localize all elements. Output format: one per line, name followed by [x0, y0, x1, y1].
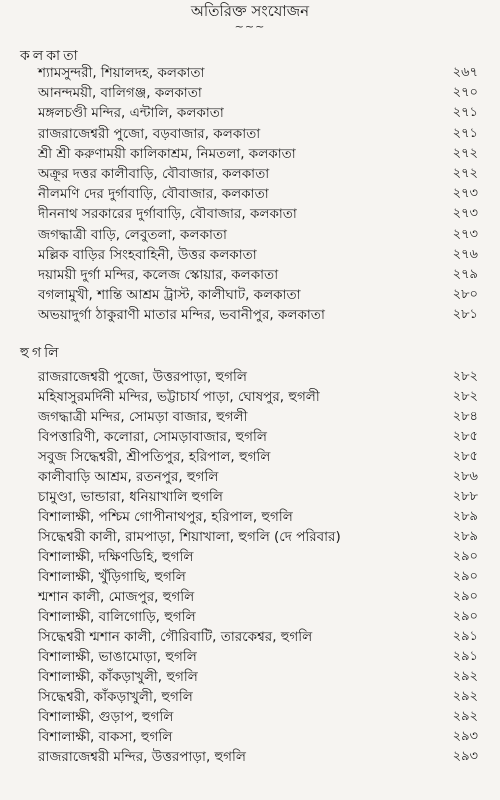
entry-title: মল্লিক বাড়ির সিংহবাহিনী, উত্তর কলকাতা — [38, 246, 257, 263]
entry-title: রাজরাজেশ্বরী পুজো, বড়বাজার, কলকাতা — [38, 125, 261, 142]
toc-entry — [0, 427, 500, 447]
entry-page-number: ২৭৬ — [452, 246, 478, 262]
toc-entry — [0, 305, 500, 325]
entry-title: শ্রী শ্রী করুণাময়ী কালিকাশ্রম, নিমতলা, কলকাতা — [38, 145, 296, 162]
entry-page-number: ২৮৯ — [452, 509, 478, 524]
entry-page-number: ২৭২ — [452, 145, 478, 161]
entry-title: বিশালাক্ষী, পশ্চিম গোপীনাথপুর, হরিপাল, হুগলি — [38, 509, 293, 525]
toc-entry — [0, 687, 500, 707]
toc-entry — [0, 184, 500, 204]
entry-page-number: ২৯৩ — [452, 729, 478, 744]
entry-page-number: ২৯০ — [452, 589, 478, 604]
entry-page-number: ২৯৩ — [452, 749, 478, 764]
entry-page-number: ২৮৫ — [452, 429, 478, 444]
section-title-kolkata: কলকাতা — [20, 48, 81, 64]
entry-title: রাজরাজেশ্বরী মন্দির, উত্তরপাড়া, হুগলি — [38, 749, 246, 765]
entry-page-number: ২৭৩ — [452, 226, 478, 242]
entry-title: দয়াময়ী দুর্গা মন্দির, কলেজ স্কোয়ার, কলকাতা — [38, 266, 279, 283]
entry-title: চামুণ্ডা, ভান্ডারা, ধনিয়াখালি হুগলি — [38, 489, 223, 505]
entry-title: বিশালাক্ষী, বালিগোড়ি, হুগলি — [38, 609, 196, 625]
entry-title: সবুজ সিদ্ধেশ্বরী, শ্রীপতিপুর, হরিপাল, হুগলি — [38, 449, 271, 465]
entry-page-number: ২৮৬ — [452, 469, 478, 484]
page-title: অতিরিক্ত সংযোজন — [190, 2, 310, 20]
entry-list-kolkata — [0, 63, 500, 325]
entry-title: নীলমণি দের দুর্গাবাড়ি, বৌবাজার, কলকাতা — [38, 186, 269, 203]
entry-page-number: ২৮২ — [452, 389, 478, 404]
toc-entry — [0, 225, 500, 245]
toc-entry — [0, 627, 500, 647]
entry-page-number: ২৯০ — [452, 609, 478, 624]
entry-page-number: ২৭২ — [452, 165, 478, 181]
entry-page-number: ২৯২ — [452, 709, 478, 724]
entry-page-number: ২৭০ — [452, 85, 478, 101]
toc-entry — [0, 547, 500, 567]
entry-title: মহিষাসুরমর্দিনী মন্দির, ভট্টাচার্য পাড়া, ঘোষপুর, হুগলী — [38, 389, 320, 405]
entry-title: শ্যামসুন্দরী, শিয়ালদহ, কলকাতা — [38, 65, 205, 81]
toc-entry — [0, 144, 500, 164]
entry-title: সিদ্ধেশ্বরী কালী, রামপাড়া, শিয়াখালা, হুগলি (দে পরিবার) — [38, 529, 341, 545]
entry-page-number: ২৯০ — [452, 549, 478, 564]
toc-entry — [0, 527, 500, 547]
entry-page-number: ২৭১ — [452, 125, 478, 141]
entry-page-number: ২৯০ — [452, 569, 478, 584]
toc-entry — [0, 204, 500, 224]
toc-entry — [0, 467, 500, 487]
toc-entry — [0, 285, 500, 305]
entry-page-number: ২৮২ — [452, 369, 478, 384]
entry-title: আনন্দময়ী, বালিগঞ্জ, কলকাতা — [38, 85, 202, 102]
entry-title: বগলামুখী, শান্তি আশ্রম ট্রাস্ট, কালীঘাট, কলকাতা — [38, 287, 301, 304]
entry-title: সিদ্ধেশ্বরী শ্মশান কালী, গৌরিবাটি, তারকেশ্বর, হুগলি — [38, 629, 313, 645]
entry-title: বিপত্তারিণী, কলোরা, সোমড়াবাজার, হুগলি — [38, 429, 267, 445]
entry-page-number: ২৬৭ — [452, 65, 478, 80]
toc-entry — [0, 707, 500, 727]
toc-entry — [0, 487, 500, 507]
entry-page-number: ২৯১ — [452, 649, 478, 664]
entry-title: বিশালাক্ষী, ভাঙামোড়া, হুগলি — [38, 649, 197, 665]
toc-entry — [0, 164, 500, 184]
entry-title: জগদ্ধাত্রী মন্দির, সোমড়া বাজার, হুগলী — [38, 409, 248, 425]
toc-entry — [0, 587, 500, 607]
entry-title: সিদ্ধেশ্বরী, কাঁকড়াখুলী, হুগলি — [38, 689, 193, 705]
entry-page-number: ২৭৯ — [452, 266, 478, 282]
entry-page-number: ২৯২ — [452, 669, 478, 684]
entry-title: জগদ্ধাত্রী বাড়ি, লেবুতলা, কলকাতা — [38, 226, 227, 243]
toc-entry — [0, 367, 500, 387]
toc-entry — [0, 607, 500, 627]
toc-entry — [0, 747, 500, 767]
entry-page-number: ২৭১ — [452, 105, 478, 121]
toc-entry — [0, 647, 500, 667]
entry-page-number: ২৮৫ — [452, 449, 478, 464]
section-title-hooghly: হুগলি — [20, 345, 62, 361]
entry-title: অভয়াদুর্গা ঠাকুরাণী মাতার মন্দির, ভবানীপুর, কলকাতা — [38, 307, 325, 324]
entry-page-number: ২৮১ — [452, 307, 478, 323]
toc-entry — [0, 727, 500, 747]
toc-entry — [0, 387, 500, 407]
entry-page-number: ২৭৩ — [452, 186, 478, 202]
entry-title: বিশালাক্ষী, গুড়াপ, হুগলি — [38, 709, 174, 725]
entry-page-number: ২৯২ — [452, 689, 478, 704]
toc-entry — [0, 83, 500, 103]
entry-title: শ্মশান কালী, মোজপুর, হুগলি — [38, 589, 195, 605]
title-ornament: ~~~ — [234, 20, 266, 33]
entry-title: দীননাথ সরকারের দুর্গাবাড়ি, বৌবাজার, কলকাতা — [38, 206, 297, 223]
entry-page-number: ২৯১ — [452, 629, 478, 644]
entry-title: কালীবাড়ি আশ্রম, রতনপুর, হুগলি — [38, 469, 219, 485]
toc-entry — [0, 667, 500, 687]
entry-title: বিশালাক্ষী, কাঁকড়াখুলী, হুগলি — [38, 669, 198, 685]
entry-page-number: ২৮০ — [452, 287, 478, 303]
entry-page-number: ২৭৩ — [452, 206, 478, 222]
toc-entry — [0, 63, 500, 83]
toc-entry — [0, 407, 500, 427]
entry-title: অক্রূর দত্তর কালীবাড়ি, বৌবাজার, কলকাতা — [38, 165, 270, 182]
toc-entry — [0, 265, 500, 285]
entry-page-number: ২৮৪ — [452, 409, 478, 424]
toc-entry — [0, 567, 500, 587]
entry-title: বিশালাক্ষী, বাকসা, হুগলি — [38, 729, 173, 745]
entry-title: মঙ্গলচণ্ডী মন্দির, এন্টালি, কলকাতা — [38, 105, 224, 122]
entry-title: রাজরাজেশ্বরী পুজো, উত্তরপাড়া, হুগলি — [38, 369, 247, 385]
toc-entry — [0, 507, 500, 527]
entry-title: বিশালাক্ষী, দক্ষিণডিহি, হুগলি — [38, 549, 194, 565]
toc-entry — [0, 103, 500, 123]
entry-title: বিশালাক্ষী, খুঁড়িগাছি, হুগলি — [38, 569, 186, 585]
entry-list-hooghly — [0, 367, 500, 767]
toc-entry — [0, 124, 500, 144]
toc-entry — [0, 245, 500, 265]
entry-page-number: ২৮৮ — [452, 489, 478, 504]
toc-entry — [0, 447, 500, 467]
entry-page-number: ২৮৯ — [452, 529, 478, 544]
